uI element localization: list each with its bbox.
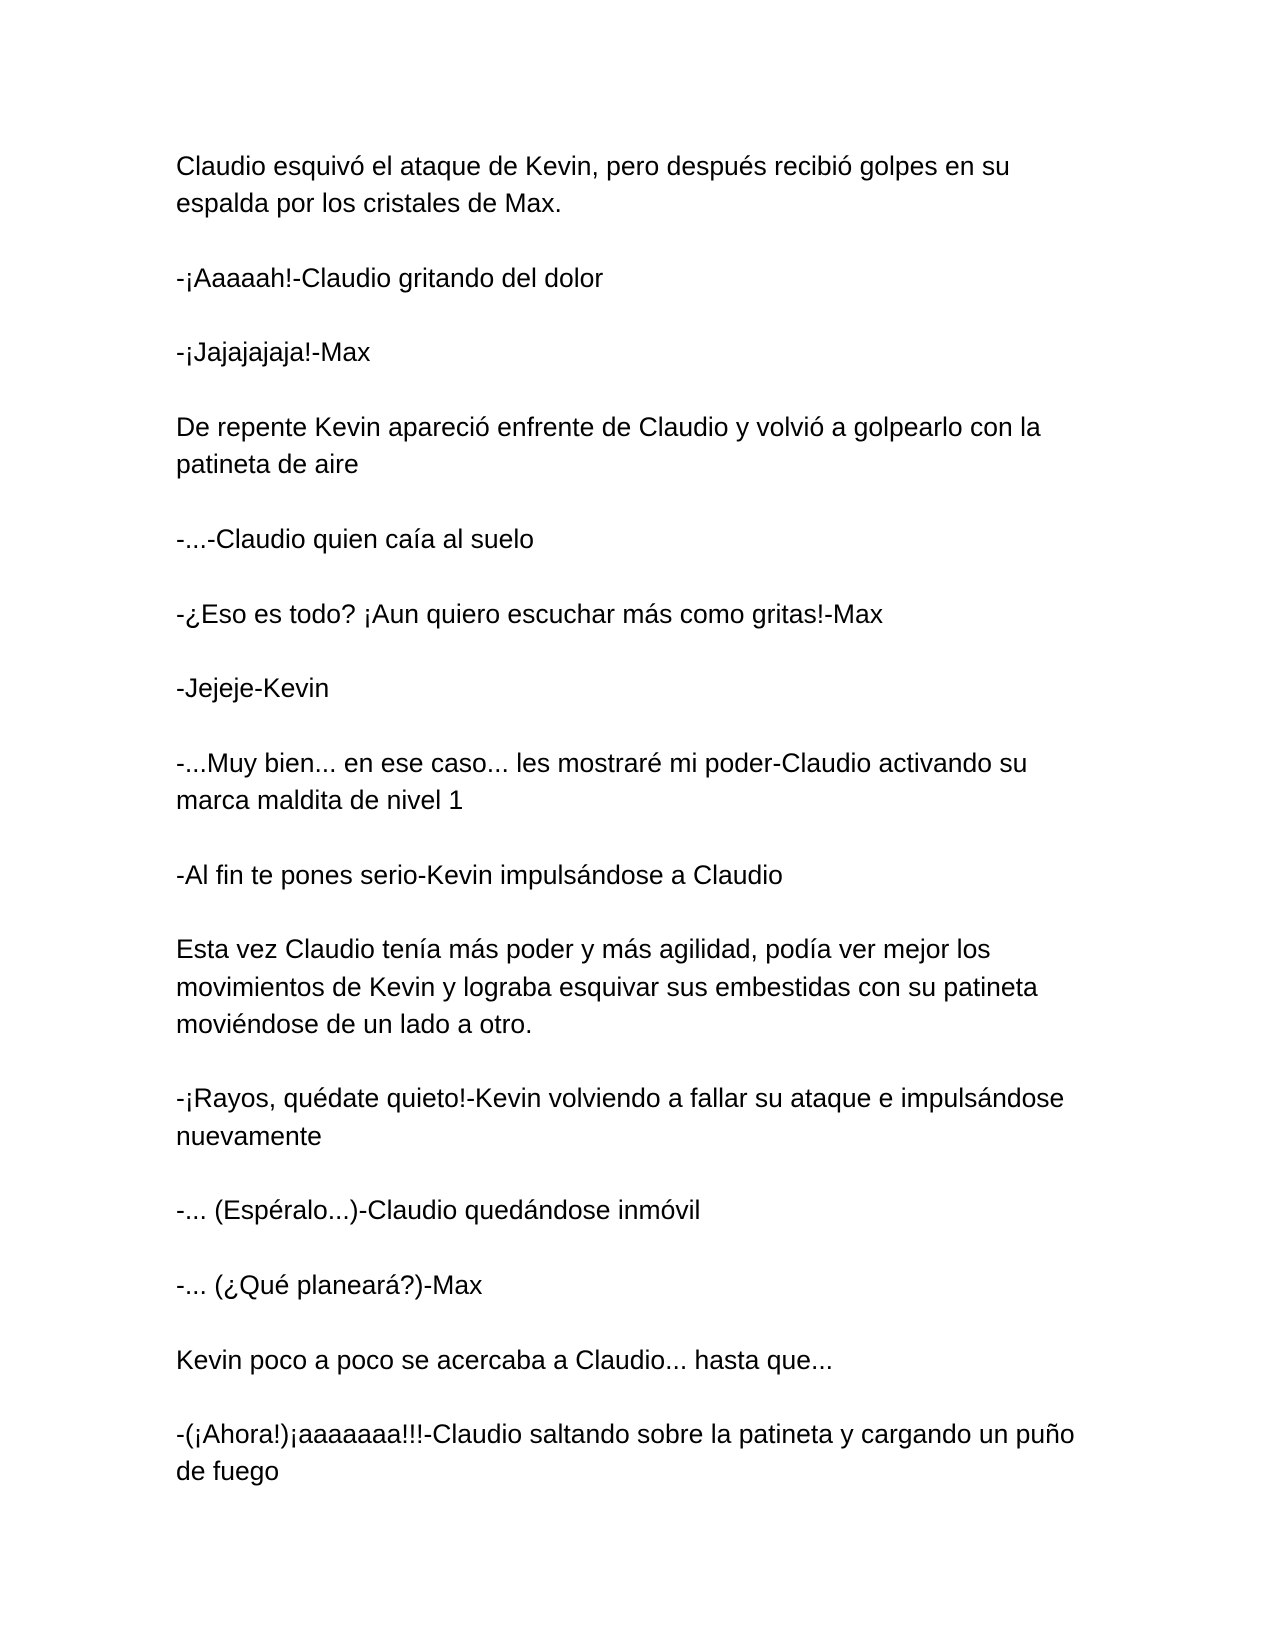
paragraph: -... (Espéralo...)-Claudio quedándose inmóvil — [176, 1195, 701, 1226]
paragraph: -Al fin te pones serio-Kevin impulsándose a Claudio — [176, 859, 783, 890]
paragraph: -¿Eso es todo? ¡Aun quiero escuchar más como gritas!-Max — [176, 598, 883, 629]
paragraph: -... (¿Qué planeará?)-Max — [176, 1269, 483, 1300]
paragraph: -(¡Ahora!)¡aaaaaaa!!!-Claudio saltando sobre la patineta y cargando un puño de fuego — [176, 1419, 1075, 1487]
paragraph: -...-Claudio quien caía al suelo — [176, 523, 534, 554]
paragraph: -¡Rayos, quédate quieto!-Kevin volviendo a fallar su ataque e impulsándose nuevamente — [176, 1083, 1065, 1151]
paragraph: -Jejeje-Kevin — [176, 673, 330, 704]
paragraph: -¡Jajajajaja!-Max — [176, 337, 371, 368]
paragraph: Claudio esquivó el ataque de Kevin, pero después recibió golpes en su espalda por los cristales de Max. — [176, 151, 1010, 219]
paragraph: Kevin poco a poco se acercaba a Claudio... hasta que... — [176, 1344, 834, 1375]
document-body — [176, 148, 1106, 1528]
paragraph: -...Muy bien... en ese caso... les mostraré mi poder-Claudio activando su marca maldita de nivel 1 — [176, 747, 1028, 816]
paragraph: Esta vez Claudio tenía más poder y más agilidad, podía ver mejor los movimientos de Kevin y lograba esquivar sus embestidas con su patineta moviéndose de un lado a otro. — [176, 934, 1038, 1039]
paragraph: De repente Kevin apareció enfrente de Claudio y volvió a golpearlo con la patineta de aire — [176, 412, 1041, 480]
paragraph: -¡Aaaaah!-Claudio gritando del dolor — [176, 262, 604, 293]
